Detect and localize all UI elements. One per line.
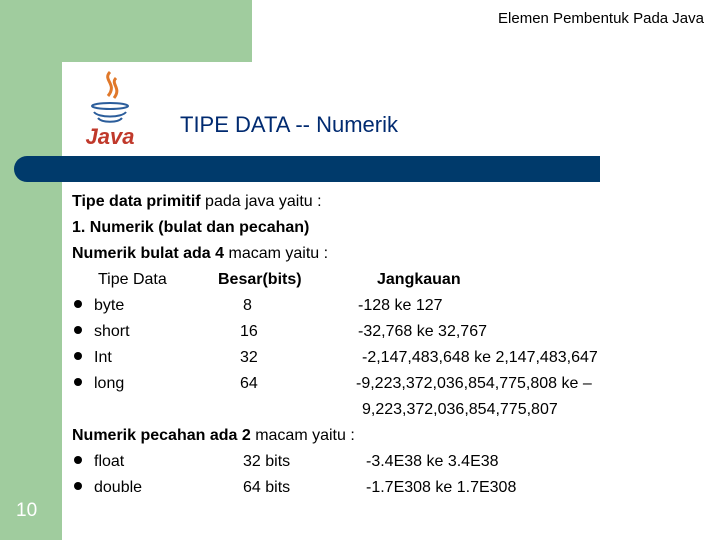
float-intro bbox=[72, 426, 355, 446]
java-logo-text: Java bbox=[85, 124, 135, 149]
bullet-icon bbox=[74, 378, 82, 386]
java-logo bbox=[80, 66, 140, 150]
row-type: short bbox=[94, 323, 130, 340]
slide-title: TIPE DATA -- Numerik bbox=[180, 112, 398, 137]
row-range: -1.7E308 ke 1.7E308 bbox=[366, 479, 517, 496]
header-type: Tipe Data bbox=[98, 271, 167, 288]
header-bits: Besar(bits) bbox=[218, 271, 302, 288]
row-bits: 8 bbox=[243, 297, 252, 314]
intro-rest: pada java yaitu : bbox=[200, 193, 322, 210]
row-type: float bbox=[94, 453, 125, 470]
row-bits: 64 bbox=[240, 375, 258, 392]
integer-intro-rest: macam yaitu : bbox=[224, 245, 329, 262]
row-range: -9,223,372,036,854,775,808 ke – bbox=[356, 375, 592, 392]
integer-intro bbox=[72, 244, 328, 264]
bullet-icon bbox=[74, 300, 82, 308]
row-type: byte bbox=[94, 297, 125, 314]
bullet-icon bbox=[74, 326, 82, 334]
row-range: -3.4E38 ke 3.4E38 bbox=[366, 453, 499, 470]
row-range: -2,147,483,648 ke 2,147,483,647 bbox=[362, 349, 598, 366]
bullet-icon bbox=[74, 456, 82, 464]
header-range: Jangkauan bbox=[377, 271, 461, 288]
bullet-icon bbox=[74, 482, 82, 490]
row-bits: 64 bits bbox=[243, 479, 291, 496]
float-intro-rest: macam yaitu : bbox=[250, 427, 355, 444]
intro-line bbox=[72, 192, 322, 212]
page-number: 10 bbox=[16, 500, 38, 521]
row-range: -128 ke 127 bbox=[358, 297, 443, 314]
long-range-continued: 9,223,372,036,854,775,807 bbox=[362, 401, 558, 418]
numeric-heading: 1. Numerik (bulat dan pecahan) bbox=[72, 219, 310, 236]
intro-bold: Tipe data primitif bbox=[72, 193, 201, 210]
decorative-green-left bbox=[0, 0, 62, 540]
row-bits: 32 bbox=[240, 349, 258, 366]
row-type: double bbox=[94, 479, 143, 496]
integer-intro-bold: Numerik bulat ada 4 bbox=[72, 245, 225, 262]
float-intro-bold: Numerik pecahan ada 2 bbox=[72, 427, 251, 444]
row-type: long bbox=[94, 375, 125, 392]
row-bits: 32 bits bbox=[243, 453, 291, 470]
title-bar bbox=[14, 156, 600, 182]
row-bits: 16 bbox=[240, 323, 258, 340]
row-type: Int bbox=[94, 349, 112, 366]
header-title: Elemen Pembentuk Pada Java bbox=[498, 10, 704, 27]
row-range: -32,768 ke 32,767 bbox=[358, 323, 487, 340]
bullet-icon bbox=[74, 352, 82, 360]
